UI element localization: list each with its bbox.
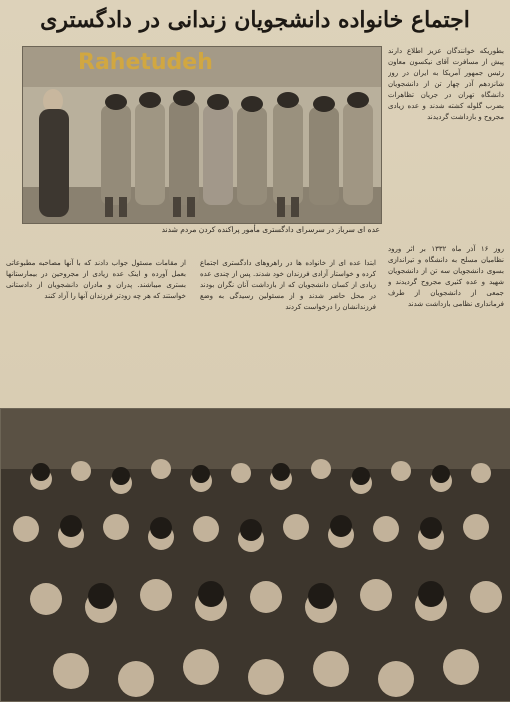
article-column-left: از مقامات مسئول جواب دادند که با آنها مصاحبه مطبوعاتی بعمل آورده و اینک عده زیادی از مجروحین در بیمارستانها بستری میباشند. پدران و مادران دانشجویان از دادستانی خواستند که هر چه زودتر فرزندان آنها را آزاد کنند bbox=[6, 259, 186, 300]
article-column-right-top: بطوریکه خوانندگان عزیز اطلاع دارند پیش از مسافرت آقای نیکسون معاون رئیس جمهور آمریکا به ایران در روز شانزدهم آذر چهار تن از دانشجویان دانشگاه تهران در جریان تظاهرات بضرب گلوله کشته شدند و عده زیادی مجروح و بازداشت گردیدند bbox=[388, 47, 504, 121]
crowd-photo-art bbox=[1, 409, 510, 701]
crowd-photo bbox=[0, 408, 510, 702]
article-column-middle: ابتدا عده ای از خانواده ها در راهروهای دادگستری اجتماع کرده و خواستار آزادی فرزندان خود شدند. پس از چندی عده زیادی از کسان دانشجویان که از بازداشت آنان نگران بودند در محل حاضر شدند و از مسئولین رسیدگی به وضع فرزندانشان را درخواست کردند bbox=[200, 259, 376, 311]
watermark-logo: Rahetudeh bbox=[78, 50, 213, 75]
article-column-right-bottom: روز ۱۶ آذر ماه ۱۳۳۲ بر اثر ورود نظامیان مسلح به دانشگاه و تیراندازی بسوی دانشجویان سه تن از دانشجویان شهید و عده کثیری مجروح گردیدند و جمعی از دانشجویان از طرف فرمانداری نظامی بازداشت شدند bbox=[388, 245, 504, 308]
photo-caption: عده ای سرباز در سرسرای دادگستری مأمور پراکنده کردن مردم شدند bbox=[161, 225, 380, 234]
page-headline: اجتماع خانواده دانشجویان زندانی در دادگستری bbox=[40, 7, 470, 33]
